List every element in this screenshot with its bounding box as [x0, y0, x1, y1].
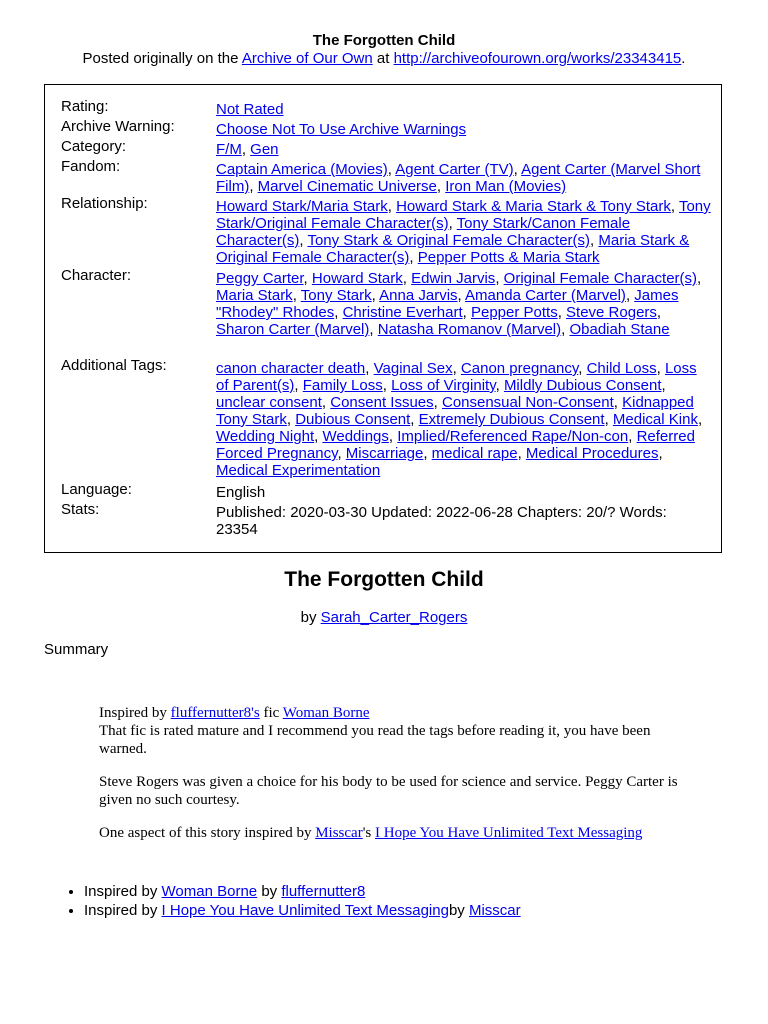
tag-link[interactable]: Tony Stark/Canon Female Character(s)	[216, 215, 631, 249]
tag-link[interactable]: Tony Stark	[300, 287, 372, 304]
tag-link[interactable]: Howard Stark & Maria Stark & Tony Stark	[396, 198, 671, 215]
tag-link[interactable]: Consent Issues	[330, 394, 434, 411]
meta-label-fandom: Fandom:	[61, 158, 121, 175]
tag-link[interactable]: Medical Procedures	[525, 445, 659, 462]
period: .	[681, 50, 686, 67]
tag-link[interactable]: Miscarriage	[345, 445, 424, 462]
meta-value-additional-tags: canon character death, Vaginal Sex, Canon pregnancy, Child Loss, Loss of Parent(s), Family Loss, Loss of Virginity, Mildly Dubious Consent, unclear consent, Consent Issues, Consensual Non-Consent, Kidnapped Tony Stark, Dubious Consent, Extremely Dubious Consent, Medical Kink, Wedding Night, Weddings, Implied/Referenced Rape/Non-con, Referred Forced Pregnancy, Miscarriage, medical rape, Medical Procedures, Medical Experimentation	[216, 360, 703, 479]
tag-link[interactable]: Maria Stark	[216, 287, 293, 304]
inspired-work-link[interactable]: I Hope You Have Unlimited Text Messaging	[161, 902, 449, 919]
tag-link[interactable]: Medical Kink	[612, 411, 698, 428]
archive-link[interactable]: Archive of Our Own	[241, 50, 373, 67]
meta-value-character: Peggy Carter, Howard Stark, Edwin Jarvis, Original Female Character(s), Maria Stark, Tony Stark, Anna Jarvis, Amanda Carter (Marvel), James "Rhodey" Rhodes, Christine Everhart, Pepper Potts, Steve Rogers, Sharon Carter (Marvel), Natasha Romanov (Marvel), Obadiah Stane	[216, 270, 702, 338]
posted-prefix: Posted originally on the	[82, 50, 242, 67]
tag-link[interactable]: Extremely Dubious Consent	[418, 411, 605, 428]
at-text: at	[372, 50, 394, 67]
summary-work-link[interactable]: I Hope You Have Unlimited Text Messaging	[375, 825, 643, 841]
summary-author-link[interactable]: Misscar	[315, 825, 363, 841]
meta-value-rating	[216, 101, 711, 118]
tag-link[interactable]: Marvel Cinematic Universe	[257, 178, 437, 195]
inspired-author-link[interactable]: Misscar	[468, 902, 521, 919]
tag-link[interactable]: Original Female Character(s)	[503, 270, 698, 287]
document-title: The Forgotten Child	[312, 32, 456, 49]
tag-link[interactable]: medical rape	[431, 445, 518, 462]
tag-link[interactable]: Agent Carter (Marvel Short Film)	[216, 161, 701, 195]
inspired-text: Inspired by	[84, 883, 162, 900]
summary-paragraph	[99, 704, 689, 758]
tag-link[interactable]: Howard Stark	[311, 270, 403, 287]
tag-link[interactable]: Loss of Parent(s)	[216, 360, 697, 394]
tag-link[interactable]: Peggy Carter	[216, 270, 304, 287]
summary-text: fic	[259, 705, 283, 721]
inspired-work-link[interactable]: Woman Borne	[161, 883, 258, 900]
tag-link[interactable]: Dubious Consent	[295, 411, 411, 428]
summary-work-link[interactable]: Woman Borne	[282, 705, 370, 721]
work-metadata-box	[44, 84, 722, 553]
list-item	[84, 901, 521, 920]
author-link[interactable]: Sarah_Carter_Rogers	[320, 609, 468, 626]
inspired-text: Inspired by	[84, 902, 162, 919]
tag-link[interactable]: Consensual Non-Consent	[441, 394, 614, 411]
tag-link[interactable]: Pepper Potts & Maria Stark	[417, 249, 600, 266]
tag-link[interactable]: Not Rated	[216, 101, 284, 118]
tag-link[interactable]: Implied/Referenced Rape/Non-con	[397, 428, 629, 445]
tag-link[interactable]: F/M	[216, 141, 242, 158]
tag-link[interactable]: Natasha Romanov (Marvel)	[377, 321, 562, 338]
tag-link[interactable]: Sharon Carter (Marvel)	[216, 321, 370, 338]
tag-link[interactable]: Gen	[250, 141, 279, 158]
meta-label-language: Language:	[61, 481, 132, 498]
summary-author-link[interactable]: fluffernutter8's	[170, 705, 260, 721]
tag-link[interactable]: Medical Experimentation	[216, 462, 381, 479]
inspired-text: by	[257, 883, 282, 900]
tag-link[interactable]: Obadiah Stane	[569, 321, 670, 338]
meta-label-stats: Stats:	[61, 501, 100, 518]
tag-link[interactable]: Tony Stark & Original Female Character(s)	[307, 232, 591, 249]
tag-link[interactable]: Edwin Jarvis	[411, 270, 496, 287]
tag-link[interactable]: unclear consent	[216, 394, 322, 411]
meta-value-fandom: Captain America (Movies), Agent Carter (TV), Agent Carter (Marvel Short Film), Marvel Cinematic Universe, Iron Man (Movies)	[216, 161, 701, 195]
tag-link[interactable]: Weddings	[322, 428, 389, 445]
tag-link[interactable]: Captain America (Movies)	[216, 161, 388, 178]
meta-label-rating: Rating:	[61, 98, 109, 115]
meta-label-archive-warning: Archive Warning:	[61, 118, 175, 135]
summary-paragraph	[99, 824, 689, 842]
summary-text: That fic is rated mature and I recommend you read the tags before reading it, you have been warned.	[99, 723, 651, 757]
tag-link[interactable]: Tony Stark/Original Female Character(s)	[216, 198, 711, 232]
tag-link[interactable]: James "Rhodey" Rhodes	[216, 287, 679, 321]
meta-label-additional-tags: Additional Tags:	[61, 357, 167, 374]
tag-link[interactable]: Loss of Virginity	[391, 377, 496, 394]
tag-link[interactable]: Referred Forced Pregnancy	[216, 428, 695, 462]
meta-label-category: Category:	[61, 138, 127, 155]
meta-label-character: Character:	[61, 267, 132, 284]
summary-heading: Summary	[44, 641, 109, 658]
tag-link[interactable]: Kidnapped Tony Stark	[216, 394, 694, 428]
tag-link[interactable]: Steve Rogers	[566, 304, 657, 321]
summary-paragraph: Steve Rogers was given a choice for his body to be used for science and service. Peggy Carter is given no such courtesy.	[99, 774, 678, 808]
inspired-text: by	[448, 902, 469, 919]
tag-link[interactable]: canon character death	[216, 360, 366, 377]
posted-originally-line	[0, 50, 768, 67]
meta-value-stats: Published: 2020-03-30 Updated: 2022-06-28 Chapters: 20/? Words: 23354	[216, 504, 667, 538]
work-url-link[interactable]: http://archiveofourown.org/works/23343415	[393, 50, 682, 67]
tag-link[interactable]: Agent Carter (TV)	[395, 161, 514, 178]
tag-link[interactable]: Vaginal Sex	[373, 360, 453, 377]
inspired-by-list	[64, 882, 521, 920]
meta-value-archive-warning	[216, 121, 711, 138]
list-item	[84, 882, 521, 901]
tag-link[interactable]: Wedding Night	[216, 428, 315, 445]
tag-link[interactable]: Child Loss	[586, 360, 657, 377]
summary-text: 's	[362, 825, 376, 841]
tag-link[interactable]: Amanda Carter (Marvel)	[465, 287, 626, 304]
summary-text: Inspired by	[99, 705, 171, 721]
tag-link[interactable]: Iron Man (Movies)	[445, 178, 567, 195]
tag-link[interactable]: Choose Not To Use Archive Warnings	[216, 121, 467, 138]
inspired-author-link[interactable]: fluffernutter8	[281, 883, 366, 900]
meta-value-category: F/M, Gen	[216, 141, 279, 158]
work-title: The Forgotten Child	[284, 568, 484, 591]
summary-text: One aspect of this story inspired by	[99, 825, 316, 841]
tag-link[interactable]: Anna Jarvis	[379, 287, 458, 304]
tag-link[interactable]: Mildly Dubious Consent	[503, 377, 662, 394]
summary-block	[99, 704, 689, 857]
tag-link[interactable]: Pepper Potts	[470, 304, 558, 321]
tag-link[interactable]: Canon pregnancy	[460, 360, 579, 377]
byline	[0, 609, 768, 626]
tag-link[interactable]: Maria Stark & Original Female Character(s)	[216, 232, 690, 266]
meta-value-language: English	[216, 484, 266, 501]
tag-link[interactable]: Howard Stark/Maria Stark	[216, 198, 388, 215]
by-text: by	[300, 609, 321, 626]
meta-value-relationship: Howard Stark/Maria Stark, Howard Stark & Maria Stark & Tony Stark, Tony Stark/Original Female Character(s), Tony Stark/Canon Female Character(s), Tony Stark & Original Female Character(s), Maria Stark & Original Female Character(s), Pepper Potts & Maria Stark	[216, 198, 711, 266]
meta-label-relationship: Relationship:	[61, 195, 148, 212]
tag-link[interactable]: Family Loss	[302, 377, 383, 394]
tag-link[interactable]: Christine Everhart	[342, 304, 463, 321]
